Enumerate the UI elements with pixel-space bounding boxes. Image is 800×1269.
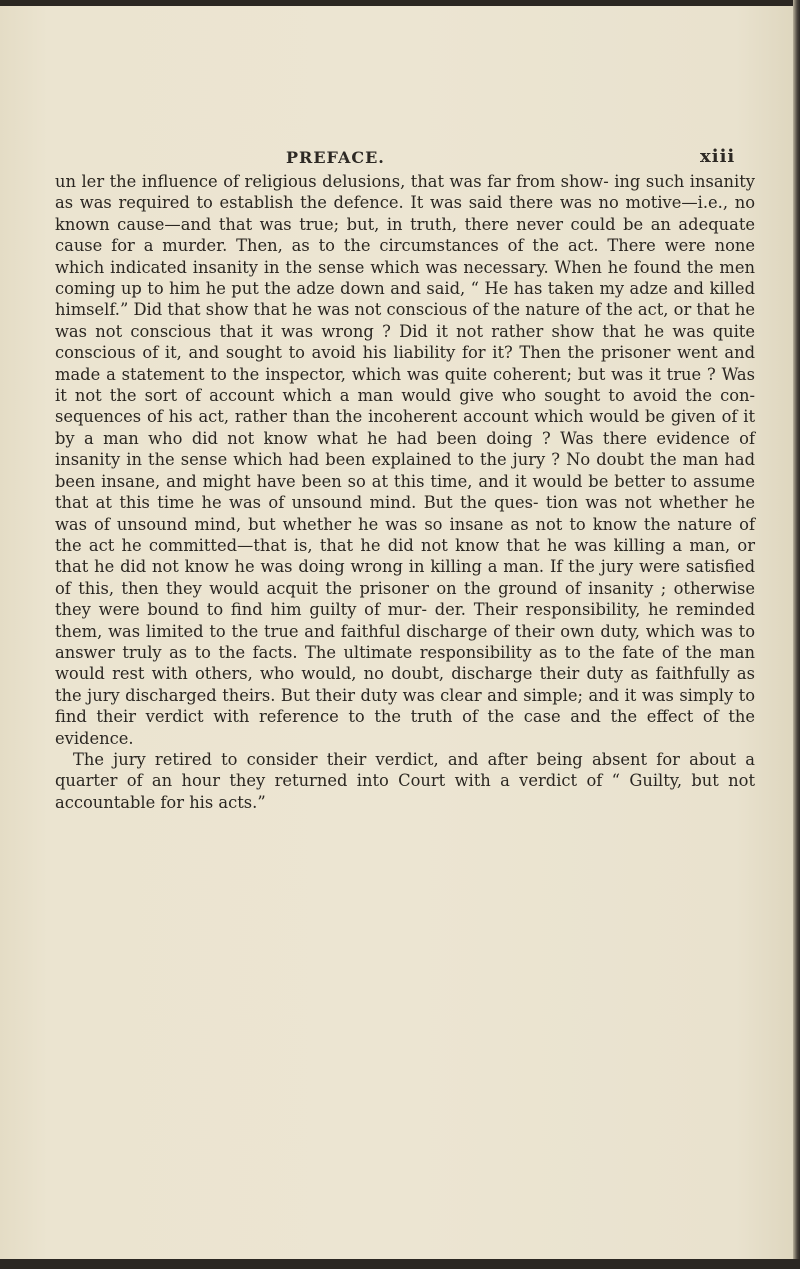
page-top-edge: [0, 0, 800, 6]
running-head: PREFACE.: [286, 148, 385, 167]
paragraph-1: un ler the influence of religious delusions, that was far from show- ing such insanity as was required to establish the defence. It was said there was no motive—i.e., no known cause—and that was true; but, in truth, there never could be an adequate cause for a murder. Then, as to the circumstances of the act. There were none which indicated insanity in the sense which was necessary. When he found the men coming up to him he put the adze down and said, “ He has taken my adze and killed himself.” Did that show that he was not conscious of the nature of the act, or that he was not conscious that it was wrong ? Did it not rather show that he was quite conscious of it, and sought to avoid his liability for it? Then the prisoner went and made a statement to the inspector, which was quite coherent; but was it true ? Was it not the sort of account which a man would give who sought to avoid the con- sequences of his act, rather than the incoherent account which would be given of it by a man who did not know what he had been doing ? Was there evidence of insanity in the sense which had been explained to the jury ? No doubt the man had been insane, and might have been so at this time, and it would be better to assume that at this time he was of unsound mind. But the ques- tion was not whether he was of unsound mind, but whether he was so insane as not to know the nature of the act he committed—that is, that he did not know that he was killing a man, or that he did not know he was doing wrong in killing a man. If the jury were satisfied of this, then they would acquit the prisoner on the ground of insanity ; otherwise they were bound to find him guilty of mur- der. Their responsibility, he reminded them, was limited to the true and faithful discharge of their own duty, which was to answer truly as to the facts. The ultimate responsibility as to the fate of the man would rest with others, who would, no doubt, discharge their duty as faithfully as the jury discharged theirs. But their duty was clear and simple; and it was simply to find their verdict with reference to the truth of the case and the effect of the evidence.: [55, 172, 755, 748]
body-text: [55, 171, 755, 813]
paragraph-2: The jury retired to consider their verdict, and after being absent for about a quarter of an hour they returned into Court with a verdict of “ Guilty, but not accountable for his acts.”: [55, 749, 755, 812]
page-number: xiii: [700, 146, 736, 167]
page-right-edge: [793, 0, 800, 1269]
page-bottom-edge: [0, 1259, 800, 1269]
